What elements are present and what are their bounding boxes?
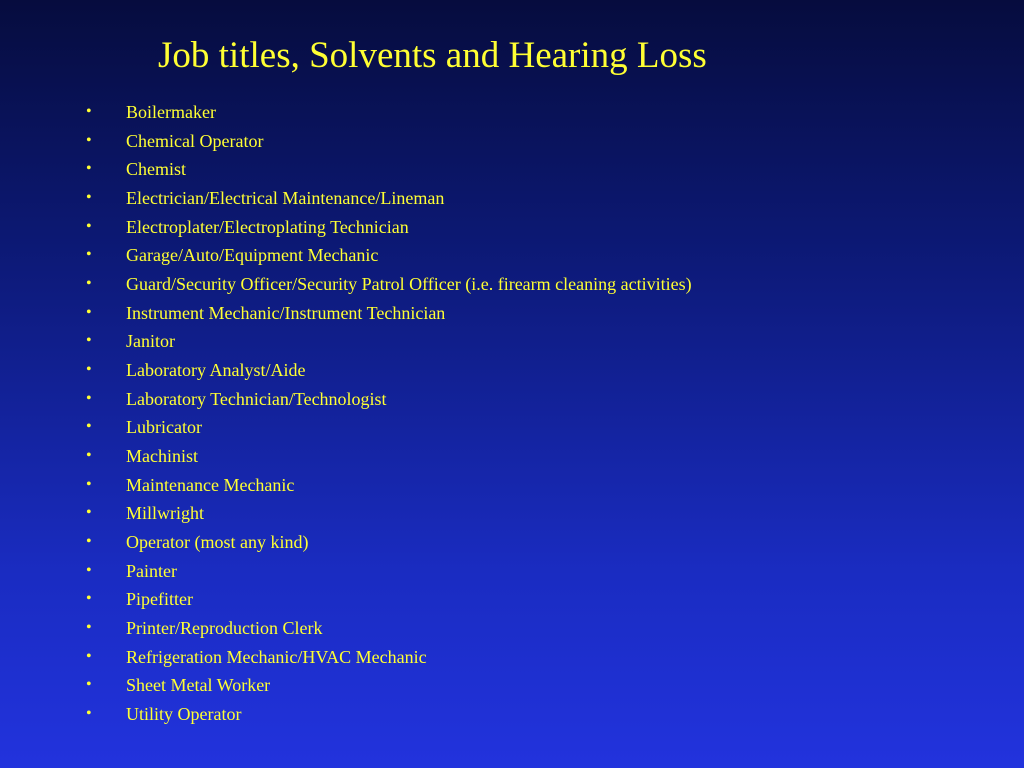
bullet-icon: • (86, 447, 92, 465)
bullet-icon: • (86, 103, 92, 120)
job-title-label: Laboratory Technician/Technologist (126, 388, 387, 409)
job-title-label: Maintenance Mechanic (126, 474, 295, 495)
bullet-icon: • (86, 561, 92, 579)
bullet-icon: • (86, 246, 92, 264)
bullet-icon: • (86, 676, 92, 694)
job-title-label: Printer/Reproduction Clerk (126, 618, 323, 639)
bullet-icon: • (86, 160, 92, 178)
job-title-label: Millwright (126, 503, 205, 524)
bullet-icon: • (86, 389, 92, 407)
job-title-label: Instrument Mechanic/Instrument Technician (126, 302, 446, 323)
bullet-icon: • (86, 131, 92, 149)
bullet-icon: • (86, 504, 92, 522)
job-title-label: Chemical Operator (126, 130, 264, 151)
bullet-icon: • (86, 475, 92, 493)
job-title-label: Machinist (126, 446, 198, 467)
job-title-label: Refrigeration Mechanic/HVAC Mechanic (126, 646, 427, 667)
bullet-icon: • (86, 418, 92, 436)
job-title-label: Electrician/Electrical Maintenance/Lineman (126, 188, 445, 209)
job-title-label: Operator (most any kind) (126, 532, 309, 553)
job-title-label: Sheet Metal Worker (126, 675, 271, 696)
job-title-label: Chemist (126, 159, 187, 180)
job-title-label: Garage/Auto/Equipment Mechanic (126, 245, 379, 266)
job-title-label: Janitor (126, 331, 175, 352)
bullet-icon: • (86, 217, 92, 235)
bullet-icon: • (86, 303, 92, 321)
bullet-icon: • (86, 189, 92, 207)
bullet-icon: • (86, 647, 92, 665)
job-title-label: Guard/Security Officer/Security Patrol Officer (i.e. firearm cleaning activities) (126, 274, 692, 295)
job-title-label: Utility Operator (126, 704, 242, 725)
job-title-label: Laboratory Analyst/Aide (126, 360, 306, 381)
slide-title: Job titles, Solvents and Hearing Loss (158, 35, 707, 76)
bullet-icon: • (86, 275, 92, 293)
bullet-icon: • (86, 705, 92, 723)
job-title-label: Electroplater/Electroplating Technician (126, 216, 409, 237)
bullet-icon: • (86, 533, 92, 551)
bullet-icon: • (86, 619, 92, 637)
bullet-icon: • (86, 590, 92, 608)
bullet-icon: • (86, 332, 92, 350)
job-title-label: Boilermaker (126, 102, 216, 122)
job-title-label: Lubricator (126, 417, 202, 438)
job-title-label: Pipefitter (126, 589, 193, 610)
bullet-icon: • (86, 361, 92, 379)
job-title-label: Painter (126, 560, 177, 581)
